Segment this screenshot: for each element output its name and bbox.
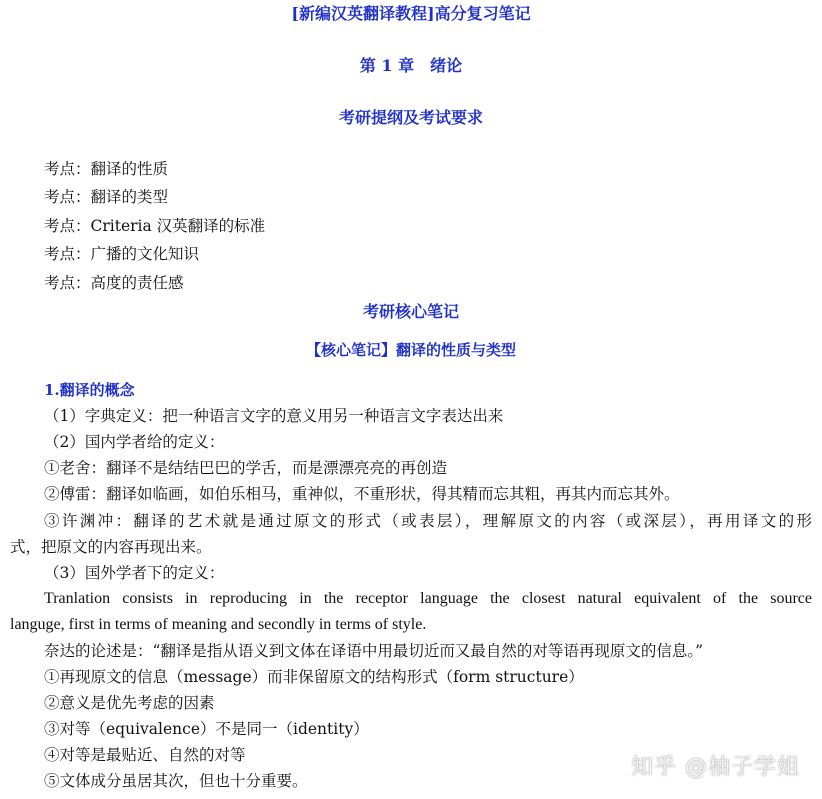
xu-quote-line-2: 式，把原文的内容再现出来。 [10, 538, 212, 556]
outline-heading: 考研提纲及考试要求 [338, 108, 483, 127]
chapter-title: 第 1 章 绪论 [359, 56, 463, 75]
nida-point-1: ①再现原文的信息（message）而非保留原文的结构形式（form structure） [44, 668, 584, 686]
dictionary-definition: （1）字典定义：把一种语言文字的意义用另一种语言文字表达出来 [44, 407, 504, 425]
zhihu-watermark: 知乎 @柚子学姐 [631, 755, 800, 780]
exam-point-3: 考点：Criteria 汉英翻译的标准 [44, 217, 266, 235]
domestic-definition-label: （2）国内学者给的定义： [44, 433, 225, 451]
laoshe-quote: ①老舍：翻译不是结结巴巴的学舌，而是漂漂亮亮的再创造 [44, 459, 448, 477]
book-title: [新编汉英翻译教程]高分复习笔记 [291, 4, 531, 23]
fulei-quote: ②傅雷：翻译如临画，如伯乐相马，重神似，不重形状，得其精而忘其粗，再其内而忘其外。 [44, 485, 680, 503]
exam-point-2: 考点：翻译的类型 [44, 188, 169, 206]
exam-point-5: 考点：高度的责任感 [44, 274, 184, 292]
english-definition-line-1: Tranlation consists in reproducing in the receptor language the closest natural equivalent of the source [44, 590, 812, 607]
exam-point-1: 考点：翻译的性质 [44, 160, 169, 178]
core-notes-subheading: 【核心笔记】翻译的性质与类型 [305, 341, 516, 359]
nida-point-3: ③对等（equivalence）不是同一（identity） [44, 720, 369, 738]
xu-quote-line-1: ③许渊冲：翻译的艺术就是通过原文的形式（或表层），理解原文的内容（或深层），再用译文的形 [44, 512, 812, 530]
exam-point-4: 考点：广播的文化知识 [44, 245, 200, 263]
nida-quote: 奈达的论述是：“翻译是指从语义到文体在译语中用最切近而又最自然的对等语再现原文的信息。” [44, 642, 704, 660]
section-title: 1.翻译的概念 [44, 381, 135, 399]
core-notes-heading: 考研核心笔记 [362, 302, 459, 321]
foreign-definition-label: （3）国外学者下的定义： [44, 564, 225, 582]
english-definition-line-2: languge, first in terms of meaning and secondly in terms of style. [10, 616, 427, 633]
nida-point-2: ②意义是优先考虑的因素 [44, 694, 215, 712]
nida-point-4: ④对等是最贴近、自然的对等 [44, 746, 246, 764]
nida-point-5: ⑤文体成分虽居其次，但也十分重要。 [44, 772, 308, 790]
